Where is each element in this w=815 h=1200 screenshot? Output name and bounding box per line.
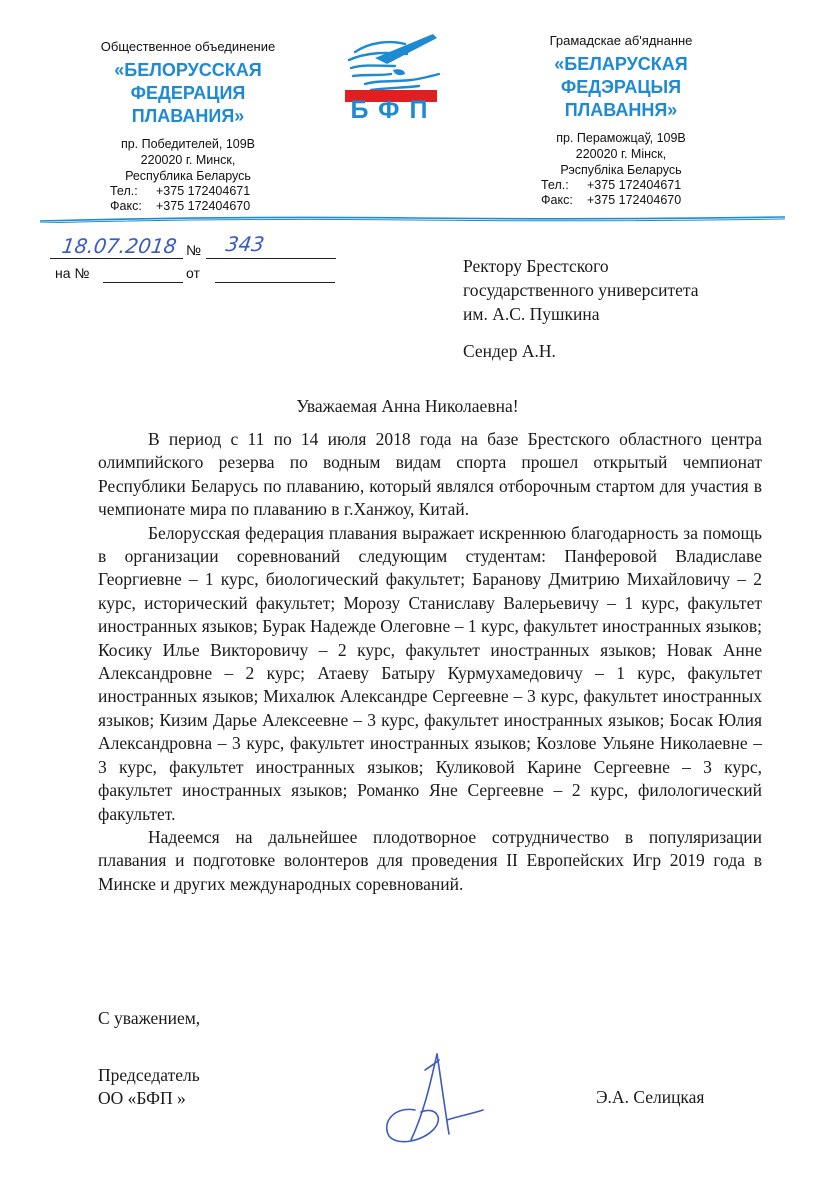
org-name-by xyxy=(506,53,736,122)
phone-label: Тел.: xyxy=(541,178,569,192)
fax-label: Факс: xyxy=(110,199,142,213)
handwritten-number: 343 xyxy=(224,232,266,256)
address-line: пр. Пераможцаў, 109В xyxy=(556,131,686,145)
org-name-line: ФЕДЭРАЦЫЯ xyxy=(560,77,682,97)
closing-regards: С уважением, xyxy=(98,1008,201,1028)
fax-value: +375 172404670 xyxy=(156,199,251,213)
reply-number-label: на № xyxy=(55,265,90,281)
org-name-line: «БЕЛОРУССКАЯ xyxy=(114,60,262,80)
body-paragraph: Белорусская федерация плавания выражает искреннюю благодарность за помощь в организации соревнований следующим студентам: Панферовой Владиславе Георгиевне – 1 курс, биологический факультет; Баранову Дмитрию Михайловичу – 2 курс, исторический факультет; Морозу Станиславу Валерьевичу – 1 курс, факультет иностранных языков; Бурак Надежде Олеговне – 1 курс, факультет иностранных языков; Косику Илье Викторовичу – 2 курс, факультет иностранных языков; Новак Анне Александровне – 2 курс; Атаеву Батыру Курмухамедовичу – 1 курс, факультет иностранных языков; Михалюк Александре Сергеевне – 3 курс, факультет иностранных языков; Кизим Дарье Алексеевне – 3 курс, факультет иностранных языков; Босак Юлия Александровна – 3 курс, факультет иностранных языков; Козлове Ульяне Николаевне – 3 курс, факультет иностранных языков; Куликовой Карине Сергеевне – 3 курс, факультет иностранных языков; Романко Яне Сергеевне – 2 курс, филологический факультет. xyxy=(98,522,762,824)
phone-label: Тел.: xyxy=(110,184,138,198)
date-line xyxy=(50,258,183,259)
logo-text: БФП xyxy=(350,96,438,124)
address-line: 220020 г. Минск, xyxy=(140,153,236,167)
reply-number-line xyxy=(103,282,183,283)
from-line xyxy=(215,282,335,283)
letter-body xyxy=(98,428,762,896)
addressee-block xyxy=(463,254,763,363)
signer-name: Э.А. Селицкая xyxy=(596,1087,705,1107)
address-line: Республика Беларусь xyxy=(125,169,251,183)
org-name-ru xyxy=(72,59,304,128)
org-name-line: «БЕЛАРУСКАЯ xyxy=(554,54,688,74)
address-line: Рэспубліка Беларусь xyxy=(560,163,682,177)
contacts-left xyxy=(110,184,250,214)
address-line: 220020 г. Мінск, xyxy=(575,147,667,161)
handwritten-signature xyxy=(375,1050,505,1150)
body-paragraph: Надеемся на дальнейшее плодотворное сотрудничество в популяризации плавания и подготовке волонтеров для проведения II Европейских Игр 2019 года в Минске и других международных соревнований. xyxy=(98,826,762,894)
org-type-by: Грамадскае аб'яднанне xyxy=(549,33,693,48)
addressee-line: им. А.С. Пушкина xyxy=(463,304,600,324)
signer-title xyxy=(98,1064,200,1111)
org-address-ru xyxy=(72,136,304,184)
signer-title-line: Председатель xyxy=(98,1065,200,1085)
phone-value: +375 172404671 xyxy=(156,184,251,198)
contacts-right xyxy=(541,178,681,208)
signer-title-line: ОО «БФП » xyxy=(98,1088,186,1109)
phone-value: +375 172404671 xyxy=(587,178,682,192)
header-left-block xyxy=(72,38,304,184)
number-label: № xyxy=(186,242,202,258)
header-divider xyxy=(40,214,785,223)
from-label: от xyxy=(186,265,200,281)
org-address-by xyxy=(506,130,736,178)
addressee-line: Ректору Брестского xyxy=(463,256,609,276)
fax-label: Факс: xyxy=(541,193,573,207)
salutation: Уважаемая Анна Николаевна! xyxy=(296,396,519,416)
org-name-line: ПЛАВАННЯ» xyxy=(564,100,678,120)
org-name-line: ФЕДЕРАЦИЯ xyxy=(130,83,246,103)
address-line: пр. Победителей, 109В xyxy=(120,137,256,151)
addressee-line: государственного университета xyxy=(463,280,699,300)
org-type-ru: Общественное объединение xyxy=(100,39,276,54)
body-paragraph: В период с 11 по 14 июля 2018 года на базе Брестского областного центра олимпийского резерва по водным видам спорта прошел открытый чемпионат Республики Беларусь по плаванию, который являлся отборочным стартом для участия в чемпионате мира по плаванию в г.Ханжоу, Китай. xyxy=(98,429,762,520)
fax-value: +375 172404670 xyxy=(587,193,682,207)
org-name-line: ПЛАВАНИЯ» xyxy=(131,106,245,126)
number-line xyxy=(206,258,336,259)
handwritten-date: 18.07.2018 xyxy=(60,234,179,258)
header-right-block xyxy=(506,32,736,178)
addressee-name: Сендер А.Н. xyxy=(463,341,556,361)
